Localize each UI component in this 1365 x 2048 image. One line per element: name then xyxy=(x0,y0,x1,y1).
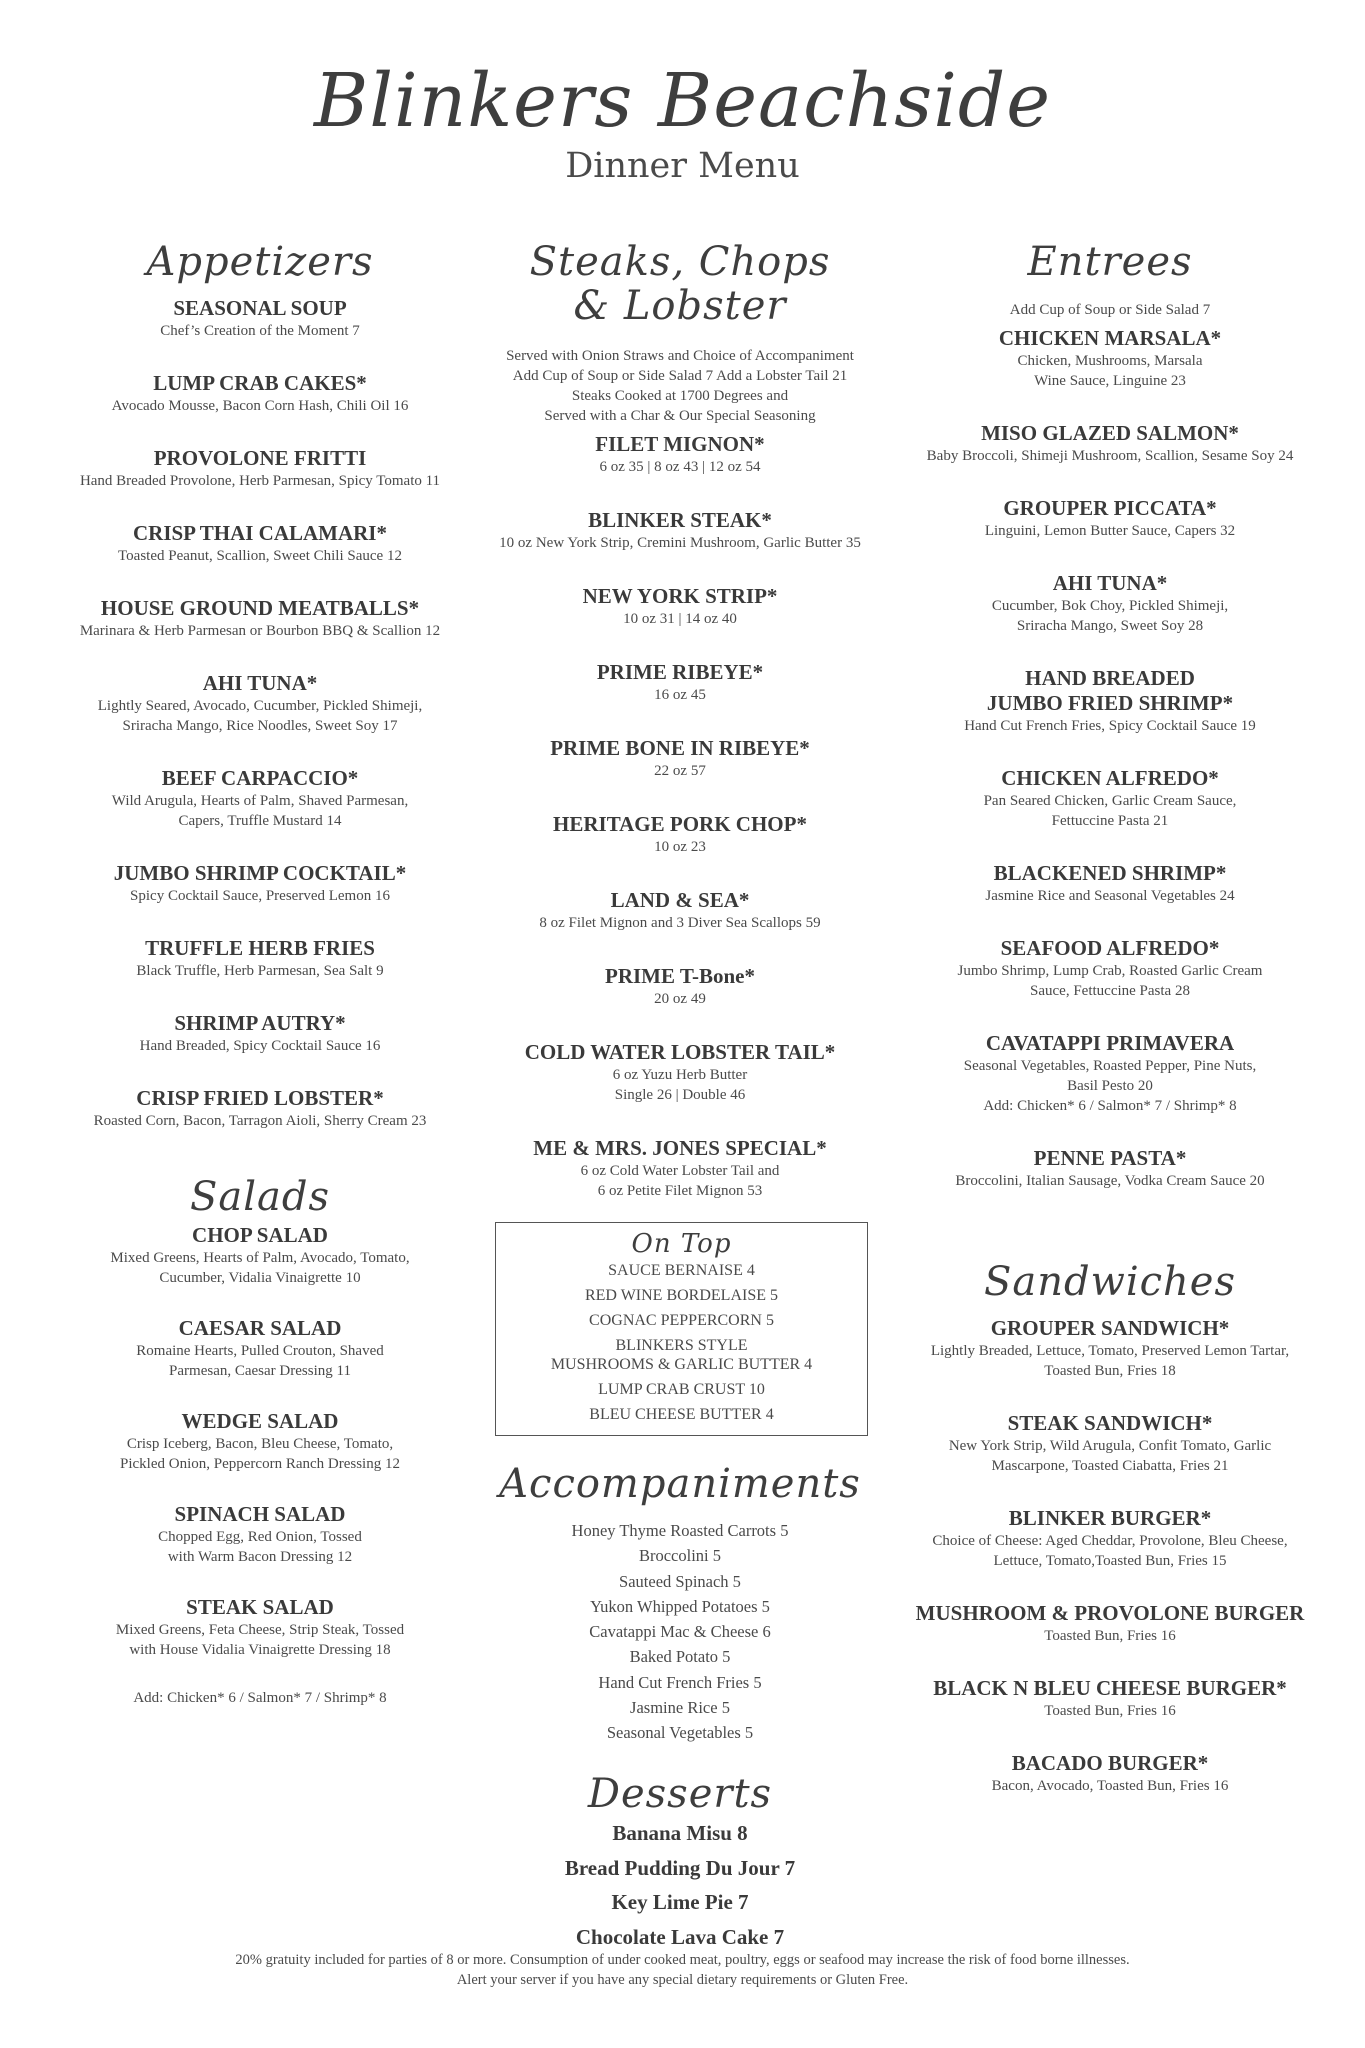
salads-section xyxy=(40,1175,480,1708)
side-item: Jasmine Rice 5 xyxy=(630,1698,730,1718)
menu-item-name: SHRIMP AUTRY* xyxy=(174,1011,346,1035)
desserts-section xyxy=(470,1772,890,1954)
entrees-intro: Add Cup of Soup or Side Salad 7 xyxy=(1009,302,1211,318)
side-item: Broccolini 5 xyxy=(638,1546,722,1566)
side-item: Sauteed Spinach 5 xyxy=(619,1571,741,1591)
dessert-item: Banana Misu 8 xyxy=(612,1821,748,1845)
appetizers-section xyxy=(40,240,480,1161)
appetizers-heading: Appetizers xyxy=(146,239,374,285)
side-item: Cavatappi Mac & Cheese 6 xyxy=(589,1622,771,1642)
menu-item-name: JUMBO SHRIMP COCKTAIL* xyxy=(113,861,407,885)
menu-item xyxy=(40,521,480,566)
steaks-heading-line2: & Lobster xyxy=(573,283,787,329)
menu-item-name: CHICKEN ALFREDO* xyxy=(1001,766,1219,790)
topping-item: BLEU CHEESE BUTTER 4 xyxy=(589,1406,774,1423)
side-item: Seasonal Vegetables 5 xyxy=(606,1723,754,1743)
menu-item-name: AHI TUNA* xyxy=(1052,571,1168,595)
menu-item-description: Pan Seared Chicken, Garlic Cream Sauce, xyxy=(983,793,1237,809)
menu-item-description: Hand Breaded Provolone, Herb Parmesan, Spicy Tomato 11 xyxy=(79,473,441,489)
menu-item xyxy=(470,432,890,477)
sandwiches-list xyxy=(900,1316,1320,1796)
menu-item-description: Wine Sauce, Linguine 23 xyxy=(1034,373,1186,389)
menu-item-description: Bacon, Avocado, Toasted Bun, Fries 16 xyxy=(991,1778,1229,1794)
menu-item xyxy=(470,736,890,781)
menu-item-name: CHICKEN MARSALA* xyxy=(998,326,1222,350)
menu-item-description: Jasmine Rice and Seasonal Vegetables 24 xyxy=(985,888,1235,904)
menu-item xyxy=(40,1011,480,1056)
menu-item-description: 10 oz New York Strip, Cremini Mushroom, Garlic Butter 35 xyxy=(499,535,861,551)
menu-item-name: HAND BREADED JUMBO FRIED SHRIMP* xyxy=(986,666,1234,715)
menu-item-description: 6 oz Yuzu Herb Butter xyxy=(612,1067,748,1083)
menu-item-name: PENNE PASTA* xyxy=(1033,1146,1187,1170)
menu-item-description: 6 oz Petite Filet Mignon 53 xyxy=(597,1183,763,1199)
menu-item xyxy=(900,861,1320,906)
menu-item-name: CRISP FRIED LOBSTER* xyxy=(136,1086,384,1110)
menu-item xyxy=(900,666,1320,736)
menu-item-description: Crisp Iceberg, Bacon, Bleu Cheese, Tomato, xyxy=(126,1436,394,1452)
menu-item-description: Pickled Onion, Peppercorn Ranch Dressing 12 xyxy=(120,1456,400,1472)
menu-item-description: Romaine Hearts, Pulled Crouton, Shaved xyxy=(136,1343,384,1359)
appetizers-list xyxy=(40,296,480,1131)
menu-item-name: BLINKER BURGER* xyxy=(1008,1506,1212,1530)
menu-item xyxy=(470,1040,890,1105)
menu-item-name: STEAK SALAD xyxy=(186,1595,334,1619)
menu-item-name: NEW YORK STRIP* xyxy=(582,584,778,608)
menu-item-description: Sriracha Mango, Sweet Soy 28 xyxy=(1016,618,1204,634)
menu-item-description: Mixed Greens, Feta Cheese, Strip Steak, Tossed xyxy=(115,1622,405,1638)
menu-item xyxy=(900,1506,1320,1571)
menu-item-description: Linguini, Lemon Butter Sauce, Capers 32 xyxy=(984,523,1236,539)
menu-item-description: Marinara & Herb Parmesan or Bourbon BBQ & Scallion 12 xyxy=(79,623,441,639)
steaks-intro-line: Served with a Char & Our Special Seasoning xyxy=(544,408,816,424)
menu-item-description: 10 oz 31 | 14 oz 40 xyxy=(623,611,737,627)
dessert-item: Bread Pudding Du Jour 7 xyxy=(564,1855,796,1880)
menu-item-name: PROVOLONE FRITTI xyxy=(153,446,367,470)
menu-item xyxy=(40,596,480,641)
menu-item-name: LAND & SEA* xyxy=(610,888,750,912)
sandwiches-section xyxy=(900,1260,1320,1826)
menu-item-name: MUSHROOM & PROVOLONE BURGER xyxy=(915,1601,1305,1625)
menu-item xyxy=(40,766,480,831)
menu-item-description: Broccolini, Italian Sausage, Vodka Cream Sauce 20 xyxy=(955,1173,1265,1189)
menu-item-description: Mixed Greens, Hearts of Palm, Avocado, Tomato, xyxy=(110,1250,410,1266)
menu-item-name: PRIME BONE IN RIBEYE* xyxy=(550,736,810,760)
menu-item-description: Chef’s Creation of the Moment 7 xyxy=(160,323,360,339)
topping-item: COGNAC PEPPERCORN 5 xyxy=(589,1312,774,1329)
menu-item-name: HERITAGE PORK CHOP* xyxy=(553,812,807,836)
on-top-heading: On Top xyxy=(631,1229,732,1259)
menu-item-description: Choice of Cheese: Aged Cheddar, Provolone, Bleu Cheese, xyxy=(932,1533,1288,1549)
steaks-intro-line: Steaks Cooked at 1700 Degrees and xyxy=(571,388,789,404)
on-top-list xyxy=(496,1261,867,1424)
menu-item xyxy=(470,964,890,1009)
menu-item-name: SEASONAL SOUP xyxy=(173,296,347,320)
desserts-list xyxy=(470,1816,890,1954)
menu-item xyxy=(40,671,480,736)
menu-item-name: MISO GLAZED SALMON* xyxy=(981,421,1239,445)
menu-item-name: BACADO BURGER* xyxy=(1011,1751,1209,1775)
topping-item: SAUCE BERNAISE 4 xyxy=(608,1262,755,1279)
menu-item-description: Fettuccine Pasta 21 xyxy=(1051,813,1169,829)
menu-item xyxy=(470,508,890,553)
menu-item-description: Avocado Mousse, Bacon Corn Hash, Chili Oil 16 xyxy=(111,398,409,414)
menu-item-description: Lightly Seared, Avocado, Cucumber, Pickled Shimeji, xyxy=(97,698,423,714)
menu-item-description: Wild Arugula, Hearts of Palm, Shaved Parmesan, xyxy=(111,793,409,809)
menu-item xyxy=(900,1031,1320,1116)
dessert-item: Key Lime Pie 7 xyxy=(611,1890,749,1914)
steaks-section xyxy=(470,240,890,1232)
menu-item xyxy=(40,1086,480,1131)
topping-item: RED WINE BORDELAISE 5 xyxy=(584,1287,779,1304)
menu-item-description: Baby Broccoli, Shimeji Mushroom, Scallion, Sesame Soy 24 xyxy=(926,448,1294,464)
menu-item-description: Hand Cut French Fries, Spicy Cocktail Sauce 19 xyxy=(964,718,1256,734)
steaks-heading-line1: Steaks, Chops xyxy=(529,239,831,285)
menu-item-description: 20 oz 49 xyxy=(654,991,706,1007)
menu-item-description: 6 oz Cold Water Lobster Tail and xyxy=(580,1163,780,1179)
menu-item-description: 22 oz 57 xyxy=(654,763,706,779)
topping-item: MUSHROOMS & GARLIC BUTTER 4 xyxy=(550,1356,813,1373)
menu-item-name: COLD WATER LOBSTER TAIL* xyxy=(524,1040,836,1064)
menu-item-description: Toasted Peanut, Scallion, Sweet Chili Sauce 12 xyxy=(118,548,402,564)
menu-item xyxy=(900,571,1320,636)
entrees-heading: Entrees xyxy=(1027,239,1193,285)
menu-item xyxy=(470,812,890,857)
menu-item-description: Seasonal Vegetables, Roasted Pepper, Pine Nuts, xyxy=(963,1058,1257,1074)
menu-item-description: Roasted Corn, Bacon, Tarragon Aioli, Sherry Cream 23 xyxy=(93,1113,427,1129)
menu-item-description: Parmesan, Caesar Dressing 11 xyxy=(169,1363,351,1379)
menu-item-description: Mascarpone, Toasted Ciabatta, Fries 21 xyxy=(991,1458,1229,1474)
menu-item-description: Spicy Cocktail Sauce, Preserved Lemon 16 xyxy=(130,888,390,904)
desserts-heading: Desserts xyxy=(587,1771,773,1817)
menu-item xyxy=(470,660,890,705)
menu-item xyxy=(900,1411,1320,1476)
menu-item-description: 6 oz 35 | 8 oz 43 | 12 oz 54 xyxy=(599,459,761,475)
dessert-item: Chocolate Lava Cake 7 xyxy=(575,1924,785,1949)
menu-item xyxy=(40,1409,480,1474)
entrees-list xyxy=(900,326,1320,1191)
accompaniments-list xyxy=(470,1518,890,1746)
menu-item xyxy=(40,1595,480,1660)
menu-item-description: Basil Pesto 20 xyxy=(1067,1078,1153,1094)
side-item: Baked Potato 5 xyxy=(629,1647,731,1667)
steaks-intro-line: Served with Onion Straws and Choice of Accompaniment xyxy=(506,348,854,364)
entrees-section xyxy=(900,240,1320,1221)
menu-item-name: CRISP THAI CALAMARI* xyxy=(133,521,387,545)
menu-item-name: STEAK SANDWICH* xyxy=(1007,1411,1213,1435)
menu-item-description: Toasted Bun, Fries 18 xyxy=(1044,1363,1176,1379)
menu-item xyxy=(40,1316,480,1381)
menu-item xyxy=(900,421,1320,466)
menu-item-description: Chopped Egg, Red Onion, Tossed xyxy=(158,1529,362,1545)
menu-item xyxy=(470,584,890,629)
footer-notice xyxy=(0,1950,1365,1990)
menu-item-name: LUMP CRAB CAKES* xyxy=(153,371,367,395)
accompaniments-heading: Accompaniments xyxy=(499,1461,861,1507)
menu-item-description: New York Strip, Wild Arugula, Confit Tomato, Garlic xyxy=(948,1438,1272,1454)
menu-item-description: Black Truffle, Herb Parmesan, Sea Salt 9 xyxy=(136,963,384,979)
menu-item-name: BLACK N BLEU CHEESE BURGER* xyxy=(933,1676,1287,1700)
menu-item xyxy=(40,371,480,416)
menu-item xyxy=(900,936,1320,1001)
menu-item-description: Lettuce, Tomato,Toasted Bun, Fries 15 xyxy=(993,1553,1227,1569)
menu-item xyxy=(900,326,1320,391)
menu-item xyxy=(900,1146,1320,1191)
salads-add-note: Add: Chicken* 6 / Salmon* 7 / Shrimp* 8 xyxy=(133,1690,387,1706)
menu-item-name: SEAFOOD ALFREDO* xyxy=(1000,936,1220,960)
menu-item-description: with House Vidalia Vinaigrette Dressing 18 xyxy=(129,1642,391,1658)
salads-heading: Salads xyxy=(189,1174,331,1220)
menu-item-name: CAESAR SALAD xyxy=(178,1316,342,1340)
menu-subtitle: Dinner Menu xyxy=(565,146,800,186)
menu-item-description: Toasted Bun, Fries 16 xyxy=(1044,1703,1176,1719)
menu-item-description: Single 26 | Double 46 xyxy=(614,1087,746,1103)
menu-item-description: Lightly Breaded, Lettuce, Tomato, Preserved Lemon Tartar, xyxy=(930,1343,1290,1359)
accompaniments-section xyxy=(470,1462,890,1746)
menu-item xyxy=(40,936,480,981)
menu-item-name: FILET MIGNON* xyxy=(595,432,765,456)
menu-item-name: WEDGE SALAD xyxy=(181,1409,339,1433)
menu-item-name: HOUSE GROUND MEATBALLS* xyxy=(100,596,420,620)
menu-item-description: 8 oz Filet Mignon and 3 Diver Sea Scallops 59 xyxy=(539,915,821,931)
menu-item-name: BEEF CARPACCIO* xyxy=(161,766,359,790)
menu-item-name: BLINKER STEAK* xyxy=(588,508,772,532)
menu-item-name: ME & MRS. JONES SPECIAL* xyxy=(533,1136,827,1160)
topping-item: LUMP CRAB CRUST 10 xyxy=(598,1381,765,1398)
menu-item-name: SPINACH SALAD xyxy=(174,1502,346,1526)
footer-line: Alert your server if you have any special dietary requirements or Gluten Free. xyxy=(456,1972,909,1988)
menu-item xyxy=(40,446,480,491)
menu-item-description: Sauce, Fettuccine Pasta 28 xyxy=(1030,983,1190,999)
footer-line: 20% gratuity included for parties of 8 or more. Consumption of under cooked meat, poultry, eggs or seafood may increase the risk of food borne illnesses. xyxy=(235,1952,1130,1968)
menu-item-description: Capers, Truffle Mustard 14 xyxy=(178,813,342,829)
menu-item xyxy=(40,861,480,906)
menu-item-name: GROUPER SANDWICH* xyxy=(990,1316,1230,1340)
menu-item-description: 16 oz 45 xyxy=(654,687,706,703)
menu-item-description: Jumbo Shrimp, Lump Crab, Roasted Garlic Cream xyxy=(957,963,1263,979)
restaurant-name: Blinkers Beachside xyxy=(313,58,1052,144)
steaks-intro xyxy=(470,346,890,426)
side-item: Honey Thyme Roasted Carrots 5 xyxy=(571,1521,789,1540)
menu-item xyxy=(900,1751,1320,1796)
menu-item-name: GROUPER PICCATA* xyxy=(1003,496,1217,520)
menu-item-name: PRIME RIBEYE* xyxy=(596,660,764,684)
menu-item-description: Chicken, Mushrooms, Marsala xyxy=(1017,353,1203,369)
menu-item-description: Cucumber, Vidalia Vinaigrette 10 xyxy=(159,1270,361,1286)
menu-item xyxy=(900,1676,1320,1721)
menu-item xyxy=(900,1601,1320,1646)
menu-item xyxy=(40,1223,480,1288)
menu-item-name: CHOP SALAD xyxy=(192,1223,328,1247)
menu-item-name: AHI TUNA* xyxy=(202,671,318,695)
menu-item-name: BLACKENED SHRIMP* xyxy=(993,861,1227,885)
salads-list xyxy=(40,1223,480,1660)
menu-item-description: Add: Chicken* 6 / Salmon* 7 / Shrimp* 8 xyxy=(983,1098,1237,1114)
menu-item xyxy=(40,296,480,341)
sandwiches-heading: Sandwiches xyxy=(983,1259,1236,1305)
menu-item xyxy=(900,766,1320,831)
menu-item-name: CAVATAPPI PRIMAVERA xyxy=(985,1031,1235,1055)
topping-item: BLINKERS STYLE xyxy=(615,1337,748,1354)
menu-item-description: with Warm Bacon Dressing 12 xyxy=(167,1549,353,1565)
menu-item xyxy=(900,496,1320,541)
menu-item xyxy=(470,888,890,933)
menu-item-description: Cucumber, Bok Choy, Pickled Shimeji, xyxy=(991,598,1229,614)
steaks-intro-line: Add Cup of Soup or Side Salad 7 Add a Lobster Tail 21 xyxy=(512,368,848,384)
side-item: Yukon Whipped Potatoes 5 xyxy=(590,1596,770,1616)
side-item: Hand Cut French Fries 5 xyxy=(598,1672,762,1692)
menu-item-name: TRUFFLE HERB FRIES xyxy=(145,936,375,960)
on-top-box xyxy=(495,1222,868,1436)
menu-item-description: 10 oz 23 xyxy=(654,839,706,855)
menu-item-description: Hand Breaded, Spicy Cocktail Sauce 16 xyxy=(139,1038,381,1054)
menu-item-description: Sriracha Mango, Rice Noodles, Sweet Soy 17 xyxy=(122,718,398,734)
menu-item-description: Toasted Bun, Fries 16 xyxy=(1044,1628,1176,1644)
menu-item-name: PRIME T-Bone* xyxy=(605,964,755,988)
menu-item xyxy=(40,1502,480,1567)
menu-item xyxy=(900,1316,1320,1381)
steaks-list xyxy=(470,432,890,1201)
menu-item xyxy=(470,1136,890,1201)
